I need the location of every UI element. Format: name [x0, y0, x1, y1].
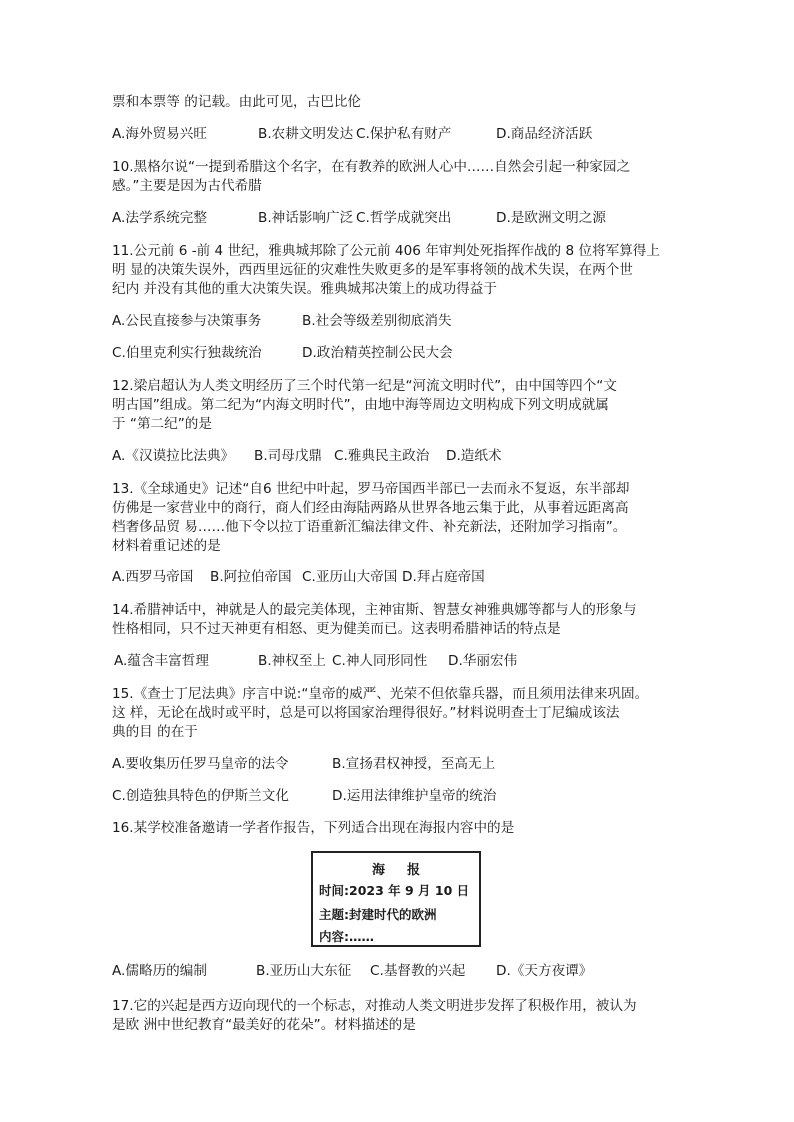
q9-options [112, 124, 712, 144]
option-d: D.是欧洲文明之源 [496, 210, 606, 226]
q11-line-3: 纪内 并没有其他的重大决策失误。雅典城邦决策上的成功得益于 [112, 281, 497, 297]
q16-line-1: 16.某学校准备邀请一学者作报告，下列适合出现在海报内容中的是 [112, 820, 515, 836]
q11-options-row-1 [112, 311, 712, 331]
poster [311, 851, 481, 947]
q13-line-2: 仿佛是一家营业中的商行，商人们经由海陆两路从世界各地云集于此，从事着远距离高 [112, 500, 629, 516]
option-b: B.神话影响广泛 [258, 210, 354, 226]
q13-line-1: 13.《全球通史》记述“自6 世纪中叶起，罗马帝国西半部已一去而永不复返，东半部却 [112, 481, 630, 497]
q9-text: 票和本票等 的记载。由此可见，古巴比伦 [112, 94, 362, 110]
q16-options [112, 961, 712, 981]
option-b: B.社会等级差别彻底消失 [302, 313, 452, 329]
q14-line-2: 性格相同，只不过天神更有相怒、更为健美而已。这表明希腊神话的特点是 [112, 621, 561, 637]
option-b: B.神权至上 [258, 653, 327, 669]
option-c: C.雅典民主政治 [334, 448, 430, 464]
option-c: C.创造独具特色的伊斯兰文化 [112, 788, 289, 804]
option-a: A.公民直接参与决策事务 [112, 313, 262, 329]
q13-line-4: 材料着重记述的是 [112, 538, 221, 554]
q12-options [112, 446, 712, 466]
q10-line-1: 10.黑格尔说“一提到希腊这个名字，在有教养的欧洲人心中……自然会引起一种家园之 [112, 159, 631, 175]
q14-line-1: 14.希腊神话中，神就是人的最完美体现，主神宙斯、智慧女神雅典娜等都与人的形象与 [112, 602, 637, 618]
option-c: C.基督教的兴起 [370, 963, 466, 979]
q14-options [114, 651, 714, 671]
q17-line-2: 是欧 洲中世纪教育“最美好的花朵”。材料描述的是 [112, 1017, 416, 1033]
option-b: B.司母戊鼎 [254, 448, 323, 464]
poster-topic: 主题:封建时代的欧洲 [319, 907, 437, 922]
option-d: D.运用法律维护皇帝的统治 [332, 788, 497, 804]
poster-content: 内容:…… [319, 929, 374, 944]
option-d: D.拜占庭帝国 [402, 569, 485, 585]
option-b: B.亚历山大东征 [256, 963, 352, 979]
option-a: A.要收集历任罗马皇帝的法令 [112, 756, 289, 772]
option-a: A.《汉谟拉比法典》 [112, 448, 235, 464]
option-a: A.海外贸易兴旺 [112, 126, 207, 142]
q11-line-1: 11.公元前 6 -前 4 世纪，雅典城邦除了公元前 406 年审判处死指挥作战的 8 位将军算得上 [112, 243, 660, 259]
poster-title: 海报 [371, 863, 442, 878]
option-b: B.阿拉伯帝国 [210, 569, 292, 585]
option-c: C.保护私有财产 [356, 126, 452, 142]
q15-line-2: 这 样，无论在战时或平时，总是可以将国家治理得很好。”材料说明查士丁尼编成该法 [112, 705, 620, 721]
option-a: A.法学系统完整 [112, 210, 207, 226]
option-a: A.西罗马帝国 [112, 569, 194, 585]
option-b: B.农耕文明发达 [258, 126, 354, 142]
q17-line-1: 17.它的兴起是西方迈向现代的一个标志，对推动人类文明进步发挥了积极作用，被认为 [112, 998, 637, 1014]
q12-line-1: 12.梁启超认为人类文明经历了三个时代第一纪是“河流文明时代”，由中国等四个“文 [112, 378, 617, 394]
q11-line-2: 明 显的决策失误外，西西里远征的灾难性失败更多的是军事将领的战术失误，在两个世 [112, 262, 633, 278]
option-d: D.《天方夜谭》 [496, 963, 593, 979]
option-c: C.神人同形同性 [332, 653, 428, 669]
option-d: D.华丽宏伟 [448, 653, 518, 669]
q12-line-3: 于 “第二纪”的是 [112, 416, 212, 432]
option-d: D.商品经济活跃 [496, 126, 593, 142]
q12-line-2: 明古国”组成。第二纪为“内海文明时代”，由地中海等周边文明构成下列文明成就属 [112, 397, 609, 413]
q10-line-2: 感。”主要是因为古代希腊 [112, 178, 262, 194]
poster-time: 时间:2023 年 9 月 10 日 [319, 883, 470, 898]
option-d: D.造纸术 [446, 448, 502, 464]
q15-options-row-2 [112, 786, 712, 806]
q13-line-3: 档奢侈品贸 易……他下令以拉丁语重新汇编法律文件、补充新法，还附加学习指南”。 [112, 519, 627, 535]
option-b: B.宣扬君权神授，至高无上 [332, 756, 496, 772]
q11-options-row-2 [112, 343, 712, 363]
option-c: C.亚历山大帝国 [302, 569, 398, 585]
option-a: A.儒略历的编制 [112, 963, 207, 979]
q13-options [112, 567, 712, 587]
option-a: A.蕴含丰富哲理 [114, 653, 209, 669]
q10-options [112, 208, 712, 228]
option-d: D.政治精英控制公民大会 [302, 345, 453, 361]
q15-line-1: 15.《查士丁尼法典》序言中说:“皇帝的威严、光荣不但依靠兵器，而且须用法律来巩固。 [112, 686, 649, 702]
option-c: C.伯里克利实行独裁统治 [112, 345, 262, 361]
option-c: C.哲学成就突出 [356, 210, 452, 226]
q15-line-3: 典的目 的在于 [112, 724, 198, 740]
q15-options-row-1 [112, 754, 712, 774]
